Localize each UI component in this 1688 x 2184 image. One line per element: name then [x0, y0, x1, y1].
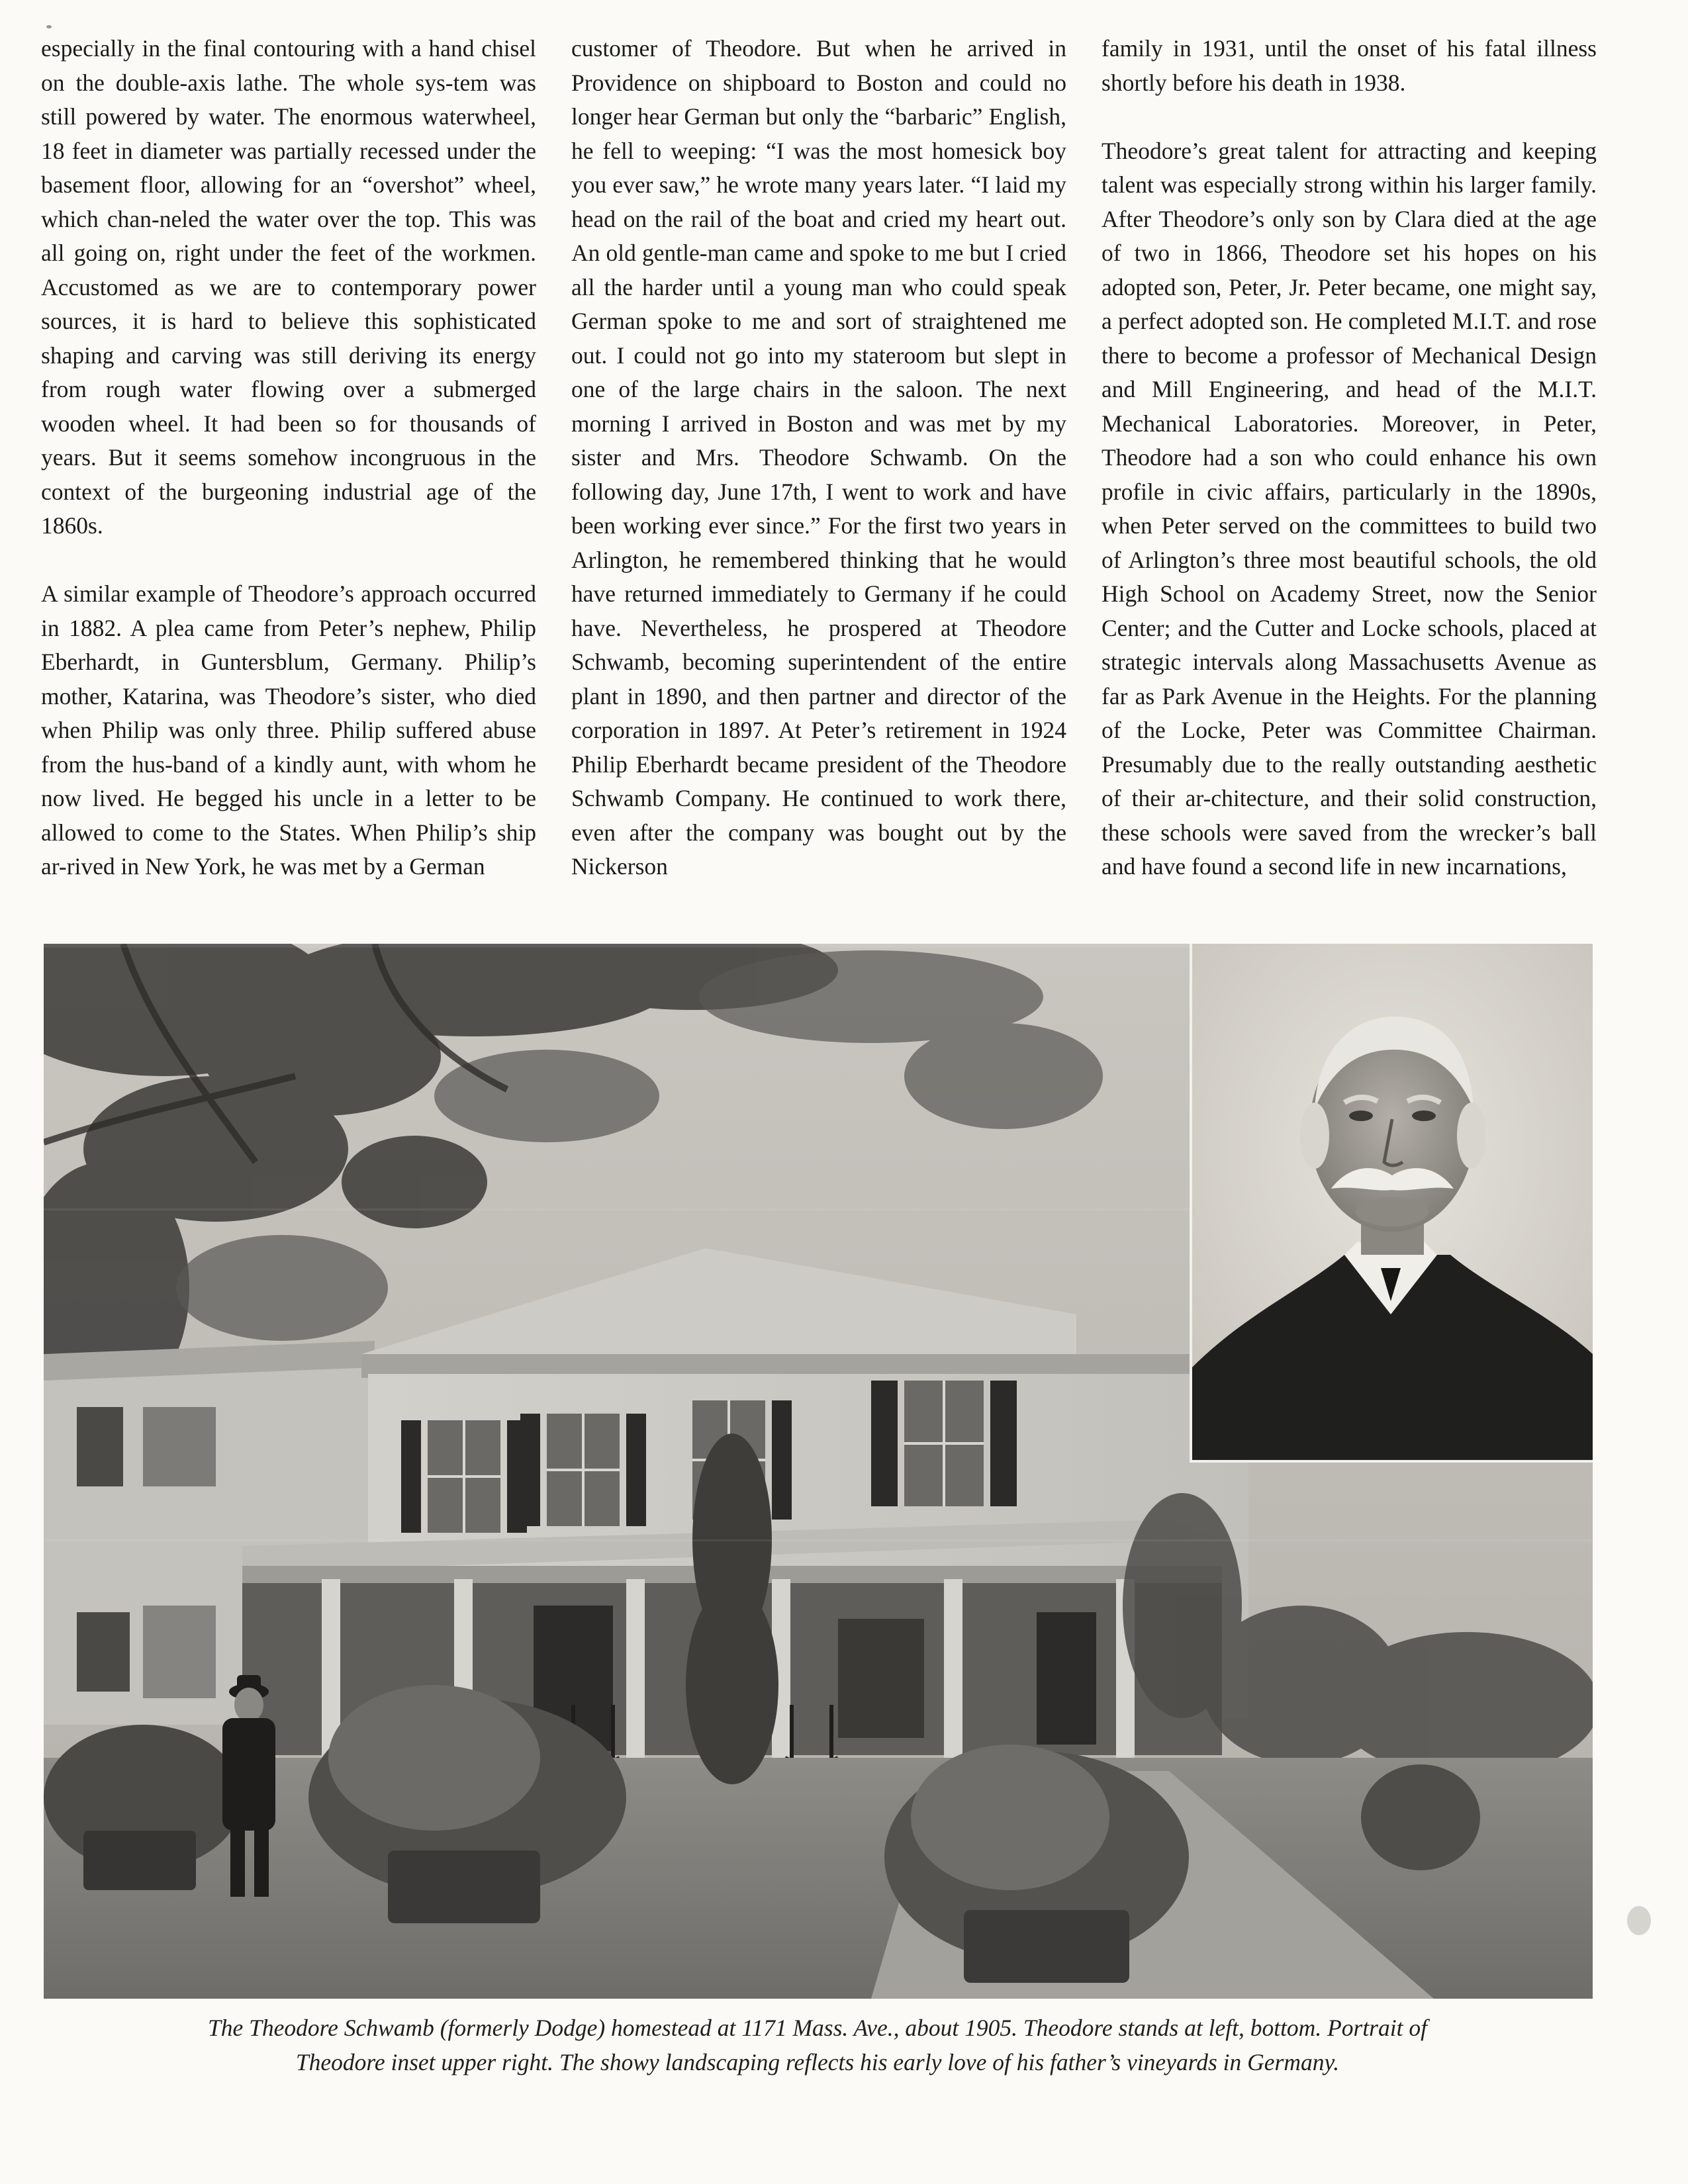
caption-line-2: Theodore inset upper right. The showy landscaping reflects his early love of his father’s vineyards in Germany. — [295, 2049, 1340, 2075]
scan-speck — [1627, 1906, 1651, 1935]
paragraph: Theodore’s great talent for attracting and keeping talent was especially strong within his larger family. After Theodore’s only son by Clara died at the age of two in 1866, Theodore set his hopes on his adopted son, Peter, Jr. Peter became, one might say, a perfect adopted son. He completed M.I.T. and rose there to become a professor of Mechanical Design and Mill Engineering, and head of the M.I.T. Mechanical Laboratories. Moreover, in Peter, Theodore had a son who could enhance his own profile in civic affairs, particularly in the 1890s, when Peter served on the committees to build two of Arlington’s three most beautiful schools, the old High School on Academy Street, now the Senior Center; and the Cutter and Locke schools, placed at strategic intervals along Massachusetts Avenue as far as Park Avenue in the Heights. For the planning of the Locke, Peter was Committee Chairman. Presumably due to the really outstanding aesthetic of their ar-chitecture, and their solid construction, these schools were saved from the wrecker’s ball and have found a second life in new incarnations, — [1102, 137, 1597, 880]
portrait-illustration — [1192, 944, 1593, 1460]
paragraph: family in 1931, until the onset of his fatal illness shortly before his death in 1938. — [1102, 35, 1597, 96]
paragraph: customer of Theodore. But when he arrived in Providence on shipboard to Boston and could no longer hear German but only the “barbaric” English, he fell to weeping: “I was the most homesick boy you ever saw,” he wrote many years later. “I laid my head on the rail of the boat and cried my heart out. An old gentle-man came and spoke to me but I cried all the harder until a young man who could speak German spoke to me and sort of straightened me out. I could not go into my stateroom but slept in one of the large chairs in the saloon. The next morning I arrived in Boston and was met by my sister and Mrs. Theodore Schwamb. On the following day, June 17th, I went to work and have been working ever since.” For the first two years in Arlington, he remembered thinking that he would have returned immediately to Germany if he could have. Nevertheless, he prospered at Theodore Schwamb, becoming superintendent of the entire plant in 1890, and then partner and director of the corporation in 1897. At Peter’s retirement in 1924 Philip Eberhardt became president of the Theodore Schwamb Company. He continued to work there, even after the company was bought out by the Nickerson — [571, 35, 1066, 880]
portrait-inset — [1190, 944, 1593, 1463]
figure-caption — [60, 2011, 1575, 2079]
scan-speck — [46, 25, 52, 28]
text-column-1 — [41, 32, 536, 938]
paragraph: A similar example of Theodore’s approach occurred in 1882. A plea came from Peter’s nephew, Philip Eberhardt, in Guntersblum, Germany. Philip’s mother, Katarina, was Theodore’s sister, who died when Philip was only three. Philip suffered abuse from the hus-band of a kindly aunt, with whom he now lived. He begged his uncle in a letter to be allowed to come to the States. When Philip’s ship ar-rived in New York, he was met by a German — [41, 580, 536, 880]
article-body — [41, 32, 1597, 938]
text-column-2 — [571, 32, 1066, 938]
text-column-3 — [1102, 32, 1597, 938]
paragraph: especially in the final contouring with a hand chisel on the double-axis lathe. The whole sys-tem was still powered by water. The enormous waterwheel, 18 feet in diameter was partially recessed under the basement floor, allowing for an “overshot” wheel, which chan-neled the water over the top. This was all going on, right under the feet of the workmen. Accustomed as we are to contemporary power sources, it is hard to believe this sophisticated shaping and carving was still deriving its energy from rough water flowing over a submerged wooden wheel. It had been so for thousands of years. But it seems somehow incongruous in the context of the burgeoning industrial age of the 1860s. — [41, 35, 536, 539]
caption-line-1: The Theodore Schwamb (formerly Dodge) homestead at 1171 Mass. Ave., about 1905. Theodore stands at left, bottom. Portrait of — [208, 2015, 1427, 2041]
homestead-photograph — [44, 944, 1593, 1999]
